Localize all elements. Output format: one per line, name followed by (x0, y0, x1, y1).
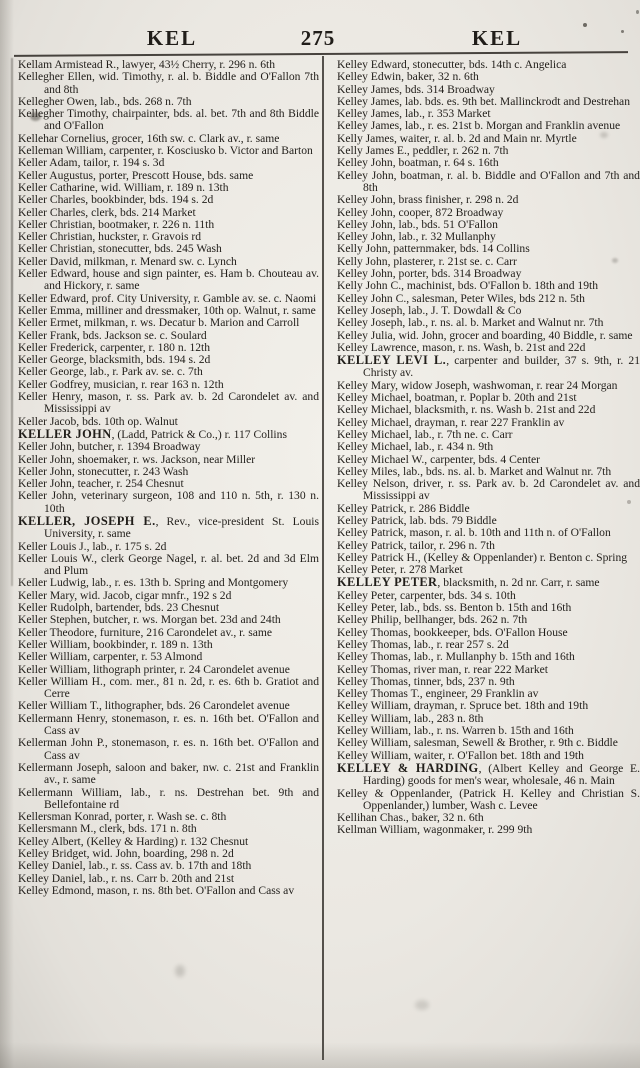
entry-info: , carpenter, bds. 34 s. 10th (394, 588, 516, 602)
entry-name: Kelley Patrick (337, 513, 404, 527)
entry-name: Kelley Nelson (337, 477, 406, 491)
entry-name: Kelly John (337, 242, 388, 256)
entry-name: Kelley John (337, 168, 394, 182)
entry-info: , plasterer, r. 21st se. c. Carr (387, 254, 517, 268)
entry-name: Kelley Peter (337, 588, 395, 602)
entry-name: Keller Louis W. (18, 551, 95, 565)
entry-info: , clerk, bds. 214 Market (85, 205, 196, 219)
directory-entry (337, 478, 640, 503)
entry-info: , lab., r. ns. Warren b. 15th and 16th (408, 724, 574, 738)
entry-name: Kellerman John P. (18, 736, 105, 750)
entry-name: Keller William T. (18, 699, 99, 713)
entry-name: Kelley John (337, 205, 393, 219)
entry-info: , lab., r. rear 257 s. 2d (407, 637, 509, 651)
entry-info: , lab., r. ns. al. b. Market and Walnut nr. 7th (402, 316, 604, 330)
directory-entry (18, 490, 319, 515)
entry-name: Kelley Michael (337, 440, 409, 454)
entry-info: , carpenter, r. 53 Almond (87, 650, 203, 664)
entry-info: , bellhanger, bds. 262 n. 7th (398, 613, 528, 627)
entry-name: Keller Ermet (18, 316, 79, 330)
entry-info: , clerk, bds. 171 n. 8th (93, 822, 197, 836)
entry-info: , lab., r. es. 13th b. Spring and Montgomery (85, 576, 289, 590)
entry-info: , house and sign painter, es. Ham b. Chouteau av. and Hickory, r. same (44, 267, 319, 293)
entry-info: , clerk George Nagel, r. al. bet. 2d and 3d Elm and Plum (44, 551, 319, 578)
entry-name: KELLEY & HARDING (337, 760, 479, 775)
entry-name: Kellersman Konrad (18, 810, 110, 824)
entry-info: , stonecutter, r. 243 Wash (71, 464, 189, 478)
entry-name: Keller Augustus (18, 168, 94, 182)
entry-name: Keller John (18, 464, 72, 478)
entry-name: Kelley Michael (337, 403, 409, 417)
entry-info: , lithographer, bds. 26 Carondelet avenue (99, 699, 290, 713)
entry-info: , stonecutter, bds. 245 Wash (92, 242, 222, 256)
entry-info: , saloon and baker, nw. c. 21st and Franklin av., r. same (44, 760, 319, 787)
entry-name: Kelley Philip (337, 613, 399, 627)
entry-name: Kelley James (337, 119, 400, 133)
entry-info: , (Kelley & Harding) r. 132 Chesnut (80, 834, 249, 848)
entry-name: Kelley John (337, 217, 393, 231)
entry-name: Keller John (18, 440, 72, 454)
entry-name: Kellman William (337, 823, 418, 837)
entry-info: , lab., r. 353 Market (399, 107, 491, 121)
entry-name: Kelley Patrick (337, 526, 404, 540)
entry-name: Kelley James (337, 82, 400, 96)
entry-info: , lab., r. 175 s. 2d (86, 539, 167, 553)
entry-info: , shoemaker, r. ws. Jackson, near Miller (71, 452, 256, 466)
directory-entry (18, 428, 319, 441)
entry-name: Keller Edward (18, 291, 86, 305)
running-head-right: KEL (471, 26, 523, 50)
page-number: 275 (300, 26, 336, 50)
entry-info: , lab., J. T. Dowdall & Co (402, 303, 522, 317)
directory-entry (18, 762, 319, 787)
entry-name: Kelley Patrick (337, 501, 404, 515)
directory-entry (18, 268, 319, 293)
entry-name: Kelley John (337, 230, 393, 244)
directory-column-right (329, 59, 640, 1061)
entry-name: Kelley Thomas (337, 637, 408, 651)
entry-info: , boatman, r. Poplar b. 20th and 21st (408, 391, 577, 405)
directory-entry (18, 553, 319, 578)
entry-info: , tinner, bds, 237 n. 9th (407, 674, 515, 688)
entry-name: Kelley Michael (337, 391, 409, 405)
entry-info: , (Ladd, Patrick & Co.,) r. 117 Collins (111, 427, 287, 441)
entry-name: Keller William (18, 637, 88, 651)
entry-info: , veterinary surgeon, 108 and 110 n. 5th, r. 130 n. 10th (44, 489, 319, 515)
entry-info: , r. 278 Market (394, 563, 463, 577)
entry-info: , brass finisher, r. 298 n. 2d (392, 193, 519, 207)
directory-entry (18, 885, 319, 897)
entry-name: Keller Catharine (18, 180, 95, 194)
entry-info: , lab., r. 7th ne. c. Carr (408, 427, 513, 441)
entry-info: , tailor, r. 194 s. 3d (77, 156, 165, 170)
entry-info: , waiter, r. O'Fallon bet. 18th and 19th (408, 748, 584, 762)
entry-name: Keller Stephen (18, 613, 88, 627)
entry-info: , blacksmith, r. ns. Wash b. 21st and 22d (408, 403, 596, 417)
entry-name: Keller Frederick (18, 340, 95, 354)
scan-speck (636, 10, 639, 14)
entry-info: , grocer, 16th sw. c. Clark av., r. same (105, 131, 280, 145)
entry-name: Keller Charles (18, 205, 86, 219)
entry-info: , baker, 32 n. 6th (405, 811, 484, 825)
entry-name: Kelley Edward (337, 59, 407, 71)
entry-name: Keller Mary (18, 588, 75, 602)
entry-name: Kelley James (337, 94, 400, 108)
entry-info: , lab., r. Park av. se. c. 7th (83, 365, 203, 379)
directory-entry (18, 515, 319, 541)
entry-name: Keller Frank (18, 328, 77, 342)
running-head-left: KEL (146, 26, 198, 50)
entry-name: Keller Theodore (18, 625, 95, 639)
entry-name: Kellegher Ellen (18, 70, 92, 84)
entry-info: , engineer, 29 Franklin av (419, 687, 539, 701)
entry-name: Kelleman William (18, 144, 104, 158)
entry-name: Kelley Patrick (337, 538, 404, 552)
entry-name: Keller Louis J. (18, 539, 87, 553)
entry-info: , lab. bds. es. 9th bet. Mallinckrodt and Destrehan (399, 94, 630, 108)
entry-name: Kelley William (337, 736, 409, 750)
entry-info: , lab., r. ns. Carr b. 20th and 21st (82, 871, 235, 885)
entry-info: , peddler, r. 262 n. 7th (406, 144, 509, 158)
directory-entry (18, 737, 319, 762)
entry-name: Kelley John (337, 156, 393, 170)
entry-info: , lawyer, 43½ Cherry, r. 296 n. 6th (116, 59, 276, 71)
entry-info: , lab., r. 32 Mullanphy (392, 230, 496, 244)
directory-column-left (0, 59, 319, 1061)
directory-entry (18, 787, 319, 812)
entry-name: Kelly James (337, 131, 394, 145)
entry-name: Kelly John C. (337, 279, 402, 293)
entry-info: , mason, r. ns. Wash, b. 21st and 22d (416, 340, 586, 354)
entry-name: Kellermann Joseph (18, 760, 109, 774)
entry-name: Kelley Peter (337, 601, 395, 615)
entry-info: , lab., r. ss. Cass av. b. 17th and 18th (82, 859, 252, 873)
entry-info: , bootmaker, r. 226 n. 11th (92, 217, 215, 231)
entry-info: , drayman, r. rear 227 Franklin av (408, 415, 565, 429)
entry-info: , lab., bds. 268 n. 7th (94, 94, 192, 108)
entry-name: Keller Charles (18, 193, 86, 207)
entry-name: Kelley Albert (18, 834, 81, 848)
entry-info: , wid. Jacob, cigar mnfr., 192 s 2d (74, 588, 232, 602)
entry-name: Kelley Lawrence (337, 340, 417, 354)
entry-info: , bds. 10th op. Walnut (76, 414, 178, 428)
directory-entry (18, 391, 319, 416)
entry-info: , blacksmith, n. 2d nr. Carr, r. same (437, 576, 600, 590)
directory-entry (18, 676, 319, 701)
entry-name: Kelley Michael (337, 415, 409, 429)
entry-info: , (Kelley & Oppenlander) r. Benton c. Spring (417, 550, 628, 564)
entry-name: Kellermann Henry (18, 711, 105, 725)
entry-name: Kelley Joseph (337, 303, 403, 317)
entry-info: , lab., r. 434 n. 9th (408, 440, 494, 454)
entry-name: Kelley Thomas (337, 625, 408, 639)
entry-name: Kelley John C. (337, 291, 407, 305)
entry-info: , bookbinder, bds. 194 s. 2d (85, 193, 214, 207)
entry-name: Keller Jacob (18, 414, 77, 428)
entry-info: , lab., r. ns. Destrehan bet. 9th and Bellefontaine rd (44, 785, 319, 811)
entry-name: KELLER, JOSEPH E. (18, 513, 156, 528)
entry-name: Kelley Daniel (18, 859, 83, 873)
entry-name: Keller Edward (18, 267, 87, 281)
entry-info: , boatman, r. al. b. Biddle and O'Fallon and 7th and 8th (363, 168, 640, 194)
entry-info: , mason, r. ss. Park av. b. 2d Carondelet av. and Mississippi av (44, 390, 319, 416)
entry-info: , (Albert Kelley and George E. Harding) goods for men's wear, wholesale, 46 n. Main (363, 761, 640, 788)
entry-name: Kellersmann M. (18, 822, 94, 836)
entry-info: , (Patrick H. Kelley and Christian S. Oppenlander,) lumber, Wash c. Levee (363, 786, 640, 812)
entry-info: , porter, r. Wash se. c. 8th (109, 810, 227, 824)
entry-info: , salesman, Peter Wiles, bds 212 n. 5th (406, 291, 585, 305)
entry-name: Kelley Patrick H. (337, 550, 418, 564)
entry-name: Keller William (18, 662, 88, 676)
entry-info: , stonecutter, bds. 14th c. Angelica (406, 59, 567, 71)
entry-info: , milkman, r. ws. Decatur b. Marion and Carroll (78, 316, 300, 330)
entry-info: , mason, r. al. b. 10th and 11th n. of O'Fallon (403, 526, 611, 540)
entry-name: Keller Henry (18, 390, 81, 404)
entry-name: Kelley William (337, 699, 409, 713)
entry-name: Kelley Joseph (337, 316, 403, 330)
directory-entry (18, 71, 319, 96)
directory-entry (337, 788, 640, 813)
entry-name: Keller Godfrey (18, 377, 88, 391)
entry-info: , prof. City University, r. Gamble av. se. c. Naomi (85, 291, 317, 305)
entry-info: , wagonmaker, r. 299 9th (417, 823, 533, 837)
entry-name: Kelley Daniel (18, 871, 83, 885)
entry-info: , lab., bds. 51 O'Fallon (392, 217, 498, 231)
entry-name: Keller William (18, 650, 88, 664)
entry-info: , carpenter, bds. 4 Center (424, 452, 541, 466)
entry-info: , chairpainter, bds. al. bet. 7th and 8th Biddle and O'Fallon (44, 107, 319, 133)
entry-info: , patternmaker, bds. 14 Collins (387, 242, 530, 256)
entry-info: , waiter, r. al. b. 2d and Main nr. Myrtle (394, 131, 577, 145)
entry-info: , bds. Jackson se. c. Soulard (76, 328, 207, 342)
entry-info: , widow Joseph, washwoman, r. rear 24 Morgan (395, 378, 618, 392)
directory-columns (0, 59, 640, 1061)
entry-name: Kelley Thomas (337, 650, 408, 664)
entry-info: , bds. 314 Broadway (399, 82, 495, 96)
entry-name: Keller Christian (18, 230, 93, 244)
entry-info: , salesman, Sewell & Brother, r. 9th c. Biddle (408, 736, 618, 750)
entry-info: , carpenter, r. Kosciusko b. Victor and Barton (103, 144, 313, 158)
entry-info: , musician, r. rear 163 n. 12th (87, 377, 224, 391)
page-header (0, 26, 640, 52)
entry-name: Kellam Armistead R. (18, 59, 117, 71)
entry-info: , porter, bds. 314 Broadway (392, 267, 522, 281)
directory-entry (337, 170, 640, 195)
entry-info: , lab., r. es. 21st b. Morgan and Franklin avenue (399, 119, 621, 133)
entry-name: Keller Rudolph (18, 601, 90, 615)
entry-info: , carpenter, r. 180 n. 12th (94, 340, 211, 354)
entry-name: Kelley Peter (337, 563, 395, 577)
entry-info: , river man, r. rear 222 Market (407, 662, 548, 676)
entry-name: Kelley Julia (337, 328, 393, 342)
entry-name: Keller John (18, 477, 72, 491)
entry-info: , teacher, r. 254 Chesnut (71, 477, 184, 491)
entry-info: , cooper, 872 Broadway (392, 205, 504, 219)
entry-name: Kelley Edwin (337, 70, 402, 84)
entry-info: , carpenter and builder, 37 s. 9th, r. 21 Christy av. (363, 354, 640, 380)
entry-info: , wid. William, r. 189 n. 13th (94, 180, 229, 194)
entry-name: Kelley Bridget (18, 847, 87, 860)
entry-info: , milkman, r. Menard sw. c. Lynch (78, 254, 237, 268)
entry-name: Kelley William (337, 748, 409, 762)
entry-name: Kelley Thomas T. (337, 687, 420, 701)
entry-info: , Rev., vice-president St. Louis University, r. same (44, 514, 319, 541)
entry-info: , mason, r. ns. 8th bet. O'Fallon and Cass av (91, 883, 295, 897)
entry-name: Keller Christian (18, 242, 93, 256)
entry-info: , baker, 32 n. 6th (401, 70, 479, 84)
entry-info: , lab., 283 n. 8th (408, 711, 484, 725)
entry-info: , lab., bds. ss. Benton b. 15th and 16th (394, 601, 572, 615)
entry-info: , bookkeeper, bds. O'Fallon House (407, 625, 568, 639)
entry-info: , stonemason, r. es. n. 16th bet. O'Fallon and Cass av (44, 736, 319, 762)
entry-name: Kelley James (337, 107, 400, 121)
entry-name: Kelley John (337, 267, 393, 281)
entry-name: Keller Ludwig (18, 576, 86, 590)
entry-info: , porter, Prescott House, bds. same (93, 168, 254, 182)
entry-info: , lab., r. Mullanphy b. 15th and 16th (407, 650, 575, 664)
entry-name: KELLER JOHN (18, 426, 112, 441)
entry-name: KELLEY PETER (337, 575, 438, 590)
entry-name: Keller John (18, 452, 72, 466)
entry-info: , blacksmith, bds. 194 s. 2d (83, 353, 211, 367)
entry-info: , bookbinder, r. 189 n. 13th (87, 637, 213, 651)
entry-name: Kellehar Cornelius (18, 131, 106, 145)
entry-info: , butcher, r. ws. Morgan bet. 23d and 24th (87, 613, 281, 627)
entry-info: , com. mer., 81 n. 2d, r. es. 6th b. Gratiot and Cerre (44, 674, 319, 701)
entry-info: , wid. Timothy, r. al. b. Biddle and O'Fallon 7th and 8th (44, 70, 319, 96)
entry-name: Keller Christian (18, 217, 93, 231)
entry-name: Keller William H. (18, 674, 103, 688)
entry-info: , boatman, r. 64 s. 16th (392, 156, 499, 170)
entry-info: , lab. bds. 79 Biddle (403, 513, 497, 527)
entry-info: , wid. John, grocer and boarding, 40 Biddle, r. same (392, 328, 633, 342)
entry-info: , stonemason, r. es. n. 16th bet. O'Fallon and Cass av (44, 711, 319, 738)
entry-info: , lab., bds. ns. al. b. Market and Walnut nr. 7th (397, 464, 612, 478)
entry-name: Keller Emma (18, 303, 81, 317)
directory-entry (337, 354, 640, 380)
entry-name: Kelley Thomas (337, 662, 408, 676)
entry-info: , drayman, r. Spruce bet. 18th and 19th (408, 699, 589, 713)
entry-name: Kellermann William (18, 785, 119, 799)
entry-name: Keller George (18, 353, 84, 367)
entry-name: Keller Adam (18, 156, 78, 170)
entry-name: Kelley Mary (337, 378, 396, 392)
entry-name: Kelley Michael (337, 427, 409, 441)
entry-name: Keller John (18, 489, 74, 503)
entry-name: Kelly John (337, 254, 388, 268)
entry-info: , huckster, r. Gravois rd (92, 230, 202, 244)
entry-name: Kelley & Oppenlander (337, 786, 450, 800)
entry-name: Kellegher Timothy (18, 107, 106, 121)
entry-info: , tailor, r. 296 n. 7th (403, 538, 495, 552)
entry-name: Kelley John (337, 193, 393, 207)
entry-name: Kellihan Chas. (337, 811, 406, 825)
entry-info: , butcher, r. 1394 Broadway (71, 440, 201, 454)
entry-name: KELLEY LEVI L. (337, 353, 447, 368)
directory-entry (18, 713, 319, 738)
directory-entry (18, 108, 319, 133)
directory-entry (337, 576, 640, 589)
entry-info: , driver, r. ss. Park av. b. 2d Carondelet av. and Mississippi av (363, 477, 640, 503)
entry-name: Keller David (18, 254, 79, 268)
directory-entry (337, 762, 640, 788)
entry-name: Kelley Michael W. (337, 452, 425, 466)
entry-name: Kelley William (337, 711, 409, 725)
entry-info: , r. 286 Biddle (403, 501, 470, 515)
entry-name: Keller George (18, 365, 84, 379)
entry-name: Kelley William (337, 724, 409, 738)
entry-info: , wid. John, boarding, 298 n. 2d (86, 847, 234, 860)
entry-info: , furniture, 216 Carondelet av., r. same (94, 625, 273, 639)
directory-entry (337, 824, 640, 836)
entry-info: , lithograph printer, r. 24 Carondelet avenue (87, 662, 290, 676)
entry-info: , machinist, bds. O'Fallon b. 18th and 19th (401, 279, 599, 293)
entry-info: , milliner and dressmaker, 10th op. Walnut, r. same (80, 303, 316, 317)
entry-name: Kelley Miles (337, 464, 398, 478)
entry-name: Kelley Thomas (337, 674, 408, 688)
entry-name: Kelly James E. (337, 144, 407, 158)
entry-name: Kelley Edmond (18, 883, 92, 897)
entry-name: Kellegher Owen (18, 94, 95, 108)
entry-info: , bartender, bds. 23 Chesnut (89, 601, 220, 615)
